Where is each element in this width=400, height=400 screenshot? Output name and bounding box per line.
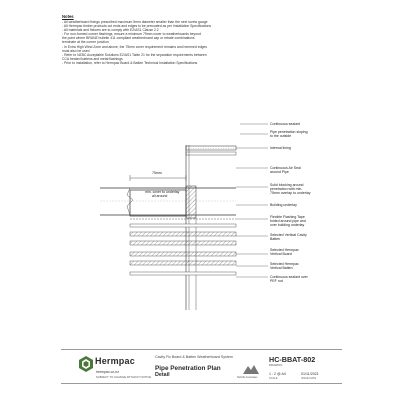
callout-continuous-sealant: Continuous sealant <box>270 122 300 126</box>
system-name: Cavity Fix Board & Batten Weatherboard System <box>155 355 233 359</box>
disclaimer: SUBJECT TO CHANGE WITHOUT NOTICE <box>96 375 152 379</box>
callout-cavity-batten: Selected Vertical Cavity <box>270 233 307 237</box>
issue-date: 01/11/2021 <box>301 372 319 376</box>
note-line: - Prior to installation, refer to Hermpac Board & Batten Technical Installation Specifications <box>62 60 198 65</box>
note-line: must also be used <box>62 48 90 53</box>
drawing-title: Pipe Penetration Plan <box>155 365 221 372</box>
callout-vertical-board: Vertical Board <box>270 252 292 256</box>
notes-title: Notes <box>62 14 74 19</box>
brand-url: hermpac.co.nz <box>96 370 119 374</box>
note-line: - All Hermpac timber products cut ends and edges to be precoated as per Installation Specifications <box>62 24 212 29</box>
title-block <box>61 349 342 384</box>
firm-name: Nicholls Associates <box>237 376 258 379</box>
drawing-label: DRAWING <box>269 363 283 367</box>
callout-flashing-tape: Flexible Flashing Tape <box>270 215 305 219</box>
vertical-board <box>130 241 236 245</box>
callout-flashing-tape: folded around pipe and <box>270 219 306 223</box>
callout-pipe-slope: to the outside <box>270 134 292 138</box>
callout-sealant-pef: Continuous sealant over <box>270 275 308 279</box>
firm-logo-icon <box>241 363 261 375</box>
pef-rod-band <box>130 272 236 275</box>
callout-solid-blocking: penetration with min. <box>270 187 303 191</box>
drawing-subtitle: Detail <box>155 372 170 378</box>
callout-solid-blocking: Solid blocking around <box>270 183 304 187</box>
callout-air-seal: around Pipe <box>270 170 289 174</box>
callout-cavity-batten: Batten <box>270 237 281 241</box>
dimension-note: all around <box>152 194 168 198</box>
note-line: - All weatherboard fixings prescribed maximum 5mm diameter smaller than the next screw gauge <box>62 20 208 24</box>
vertical-batten <box>130 252 236 256</box>
callout-vertical-board: Selected Hermpac <box>270 248 299 252</box>
note-line: CCA treated battens and metal flashings <box>62 56 123 61</box>
vertical-batten <box>130 261 236 265</box>
callout-vertical-batten: Selected Hermpac <box>270 262 299 266</box>
note-line: terminate at the corner junction <box>62 40 109 45</box>
note-line: - Refer to NZBC Acceptable Solutions E2/AS1 Table 21 for the separation requirements between <box>62 52 207 57</box>
dimension-value: 75mm <box>152 171 162 175</box>
cavity-batten <box>130 224 236 227</box>
note-line: the point where BRANZ bulletin 411 compliant weatherboard cap or rebate combinations <box>62 36 195 41</box>
internal-lining-upper <box>186 146 236 150</box>
callout-solid-blocking: 75mm overlap to underlay <box>270 191 311 195</box>
brand-name: Hermpac <box>95 356 135 366</box>
callout-sealant-pef: PEF rod <box>270 279 283 283</box>
wall-top-layer <box>186 152 236 155</box>
hermpac-logo-icon <box>79 356 93 372</box>
callout-building-underlay: Building underlay <box>270 203 297 207</box>
callout-flashing-tape: over building underlay <box>270 223 305 227</box>
dimension-note: min. cover to underlay <box>145 190 180 194</box>
scale-value: 1 : 2 @ A4 <box>269 372 286 376</box>
callout-internal-lining: Internal lining <box>270 146 291 150</box>
solid-blocking <box>186 186 196 218</box>
note-line: - For non-formed corner flashings, ensure a minimum 75mm cover to weatherboards beyond <box>62 32 201 37</box>
note-line: - All materials and fixtures are to comply with E2/AS1 Clause 2.2 <box>62 28 159 33</box>
vertical-board <box>130 232 236 236</box>
drawing-code: HC-BBAT-802 <box>269 355 316 364</box>
issue-date-label: ISSUE DATE <box>301 377 317 380</box>
note-line: - In Extra High Wind Zone and above, the 75mm cover requirement remains and hemmed edges <box>62 44 207 49</box>
callout-pipe-slope: Pipe penetration sloping <box>270 130 308 134</box>
scale-label: SCALE <box>269 377 278 380</box>
callout-vertical-batten: Vertical Batten <box>270 266 293 270</box>
callout-air-seal: Continuous Air Seal <box>270 166 301 170</box>
